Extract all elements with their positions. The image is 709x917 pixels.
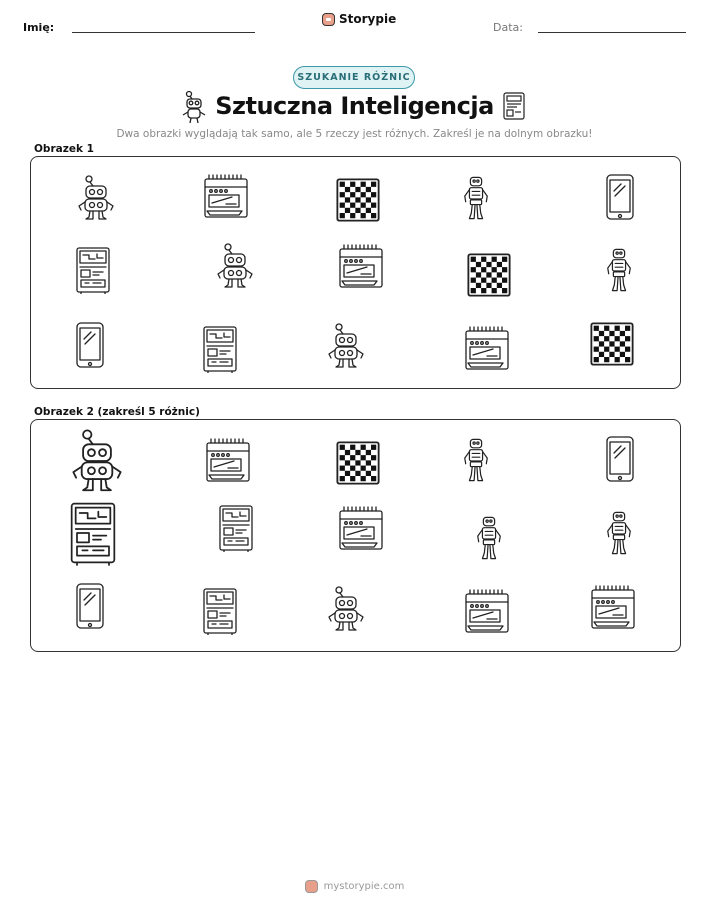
circuit-board-icon[interactable] [75,246,111,294]
computer-icon[interactable] [463,588,511,634]
humanoid-robot-icon[interactable] [604,247,634,293]
circuit-board-icon[interactable] [202,587,238,635]
title-circuit-icon [503,92,525,124]
picture-1-label: Obrazek 1 [34,143,94,155]
computer-icon[interactable] [463,325,511,371]
footer-url[interactable]: mystorypie.com [323,881,405,892]
computer-icon[interactable] [202,173,250,219]
brand-name: Storypie [339,12,397,26]
brand-logo [322,12,396,26]
chessboard-icon[interactable] [590,322,634,366]
page-title: Sztuczna Inteligencja [215,92,494,120]
circuit-board-icon[interactable] [202,325,238,373]
smartphone-icon[interactable] [75,321,105,369]
humanoid-robot-icon[interactable] [604,510,634,556]
humanoid-robot-icon[interactable] [461,437,491,483]
chessboard-icon[interactable] [336,441,380,485]
pig-logo-icon [322,13,335,26]
computer-icon[interactable] [337,505,385,551]
humanoid-robot-icon[interactable] [474,515,504,561]
chessboard-icon[interactable] [336,178,380,222]
circuit-board-icon[interactable] [218,504,254,552]
instructions-text: Dwa obrazki wyglądają tak samo, ale 5 rzeczy jest różnych. Zakreśl je na dolnym obrazku! [116,128,593,140]
computer-icon[interactable] [589,584,637,630]
picture-2-label: Obrazek 2 (zakreśl 5 różnic) [34,406,200,418]
smartphone-icon[interactable] [75,582,105,630]
computer-icon[interactable] [204,437,252,483]
computer-icon[interactable] [337,243,385,289]
chessboard-icon[interactable] [467,253,511,297]
robot-small-icon[interactable] [326,586,366,632]
name-input-line[interactable] [72,32,255,33]
activity-badge: SZUKANIE RÓŻNIC [293,66,415,89]
robot-small-icon[interactable] [215,242,255,290]
date-input-line[interactable] [538,32,686,33]
robot-small-icon[interactable] [76,175,116,221]
smartphone-icon[interactable] [605,173,635,221]
humanoid-robot-icon[interactable] [461,175,491,221]
circuit-board-icon[interactable] [69,500,117,566]
footer [0,880,709,893]
date-label: Data: [493,21,523,34]
smartphone-icon[interactable] [605,435,635,483]
robot-small-icon[interactable] [326,323,366,369]
pig-logo-icon [305,880,318,893]
robot-small-icon[interactable] [65,429,129,493]
name-label: Imię: [23,21,55,34]
